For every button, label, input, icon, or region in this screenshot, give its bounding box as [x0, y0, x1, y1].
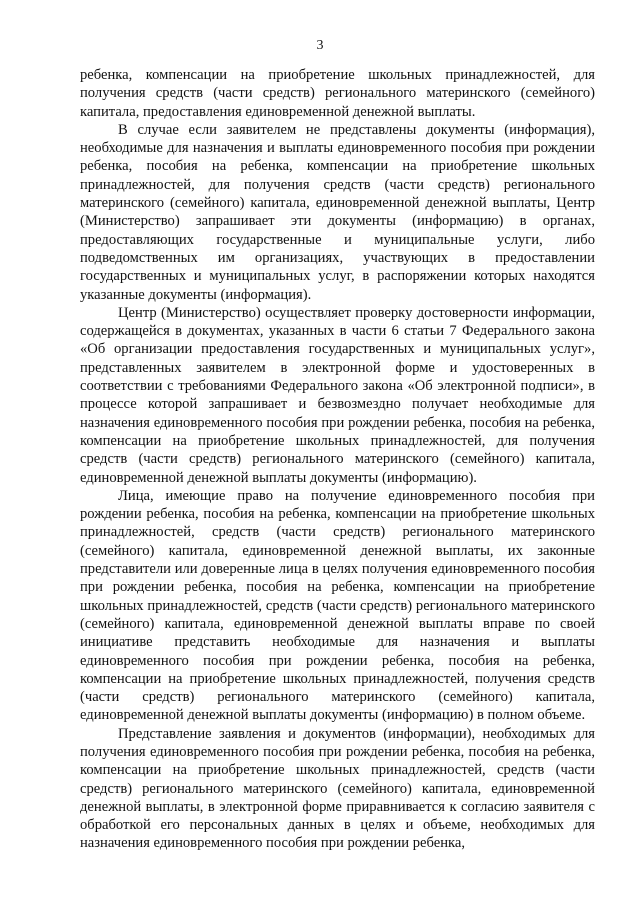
page-number: 3 [316, 38, 324, 53]
paragraph-eligible-persons: Лица, имеющие право на получение единовременного пособия при рождении ребенка, пособия на ребенка, компенсации на приобретение школьных принадлежностей, средств (части средств) регионального материнского (семейного) капитала, единовременной денежной выплаты, их законные представители или доверенные лица в целях получения единовременного пособия при рождении ребенка, пособия на ребенка, компенсации на приобретение школьных принадлежностей, средств (части средств) регионального материнского (семейного) капитала, единовременной денежной выплаты вправе по своей инициативе представить необходимые для назначения и выплаты единовременного пособия при рождении ребенка, пособия на ребенка, компенсации на приобретение школьных принадлежностей, получения средств (части средств) регионального материнского (семейного) капитала, единовременной денежной выплаты документы (информацию) в полном объеме. [80, 487, 595, 724]
paragraph-verification: Центр (Министерство) осуществляет проверку достоверности информации, содержащейся в документах, указанных в части 6 статьи 7 Федерального закона «Об организации предоставления государственных и муниципальных услуг», представленных заявителем в электронной форме и удостоверенных в соответствии с требованиями Федерального закона «Об электронной подписи», в процессе которой запрашивает и безвозмездно получает необходимые для назначения единовременного пособия при рождении ребенка, пособия на ребенка, компенсации на приобретение школьных принадлежностей, для получения средств (части средств) регионального материнского (семейного) капитала, единовременной денежной выплаты документы (информацию). [80, 304, 595, 486]
document-body [80, 66, 595, 853]
paragraph-electronic-consent: Представление заявления и документов (информации), необходимых для получения единовременного пособия при рождении ребенка, пособия на ребенка, компенсации на приобретение школьных принадлежностей, средств (части средств) регионального материнского (семейного) капитала, единовременной денежной выплаты, в электронной форме приравнивается к согласию заявителя с обработкой его персональных данных в целях и объеме, необходимых для назначения единовременного пособия при рождении ребенка, [80, 725, 595, 852]
paragraph-continuation: ребенка, компенсации на приобретение школьных принадлежностей, для получения средств (части средств) регионального материнского (семейного) капитала, предоставления единовременной денежной выплаты. [80, 67, 595, 120]
paragraph-missing-documents: В случае если заявителем не представлены документы (информация), необходимые для назначения и выплаты единовременного пособия при рождении ребенка, пособия на ребенка, компенсации на приобретение школьных принадлежностей, для получения средств (части средств) регионального материнского (семейного) капитала, единовременной денежной выплаты, Центр (Министерство) запрашивает эти документы (информацию) в органах, предоставляющих государственные и муниципальные услуги, либо подведомственных им организациях, участвующих в предоставлении государственных и муниципальных услуг, в распоряжении которых находятся указанные документы (информация). [80, 121, 595, 303]
